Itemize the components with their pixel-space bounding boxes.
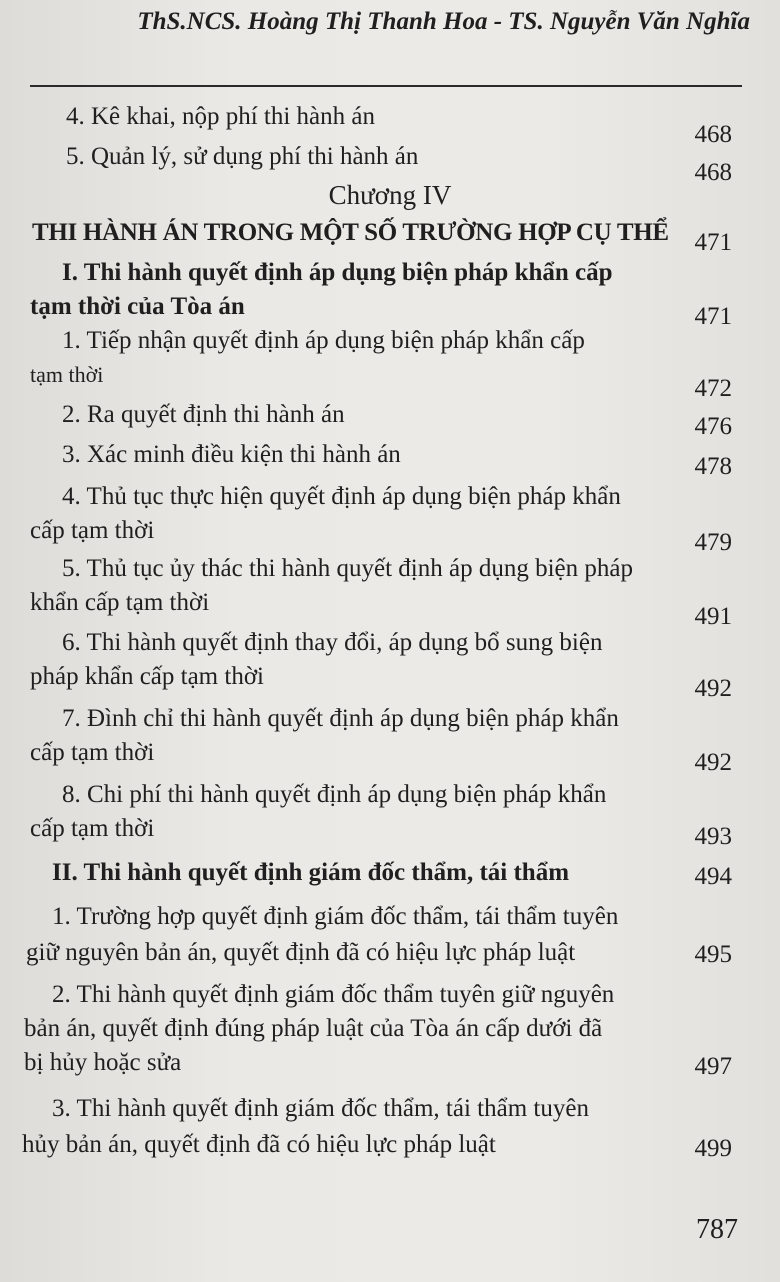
header-rule <box>30 85 742 87</box>
toc-entry-title-line3: bị hủy hoặc sửa <box>24 1049 182 1076</box>
toc-page-number: 476 <box>694 413 732 440</box>
chapter-label: Chương IV <box>328 180 452 210</box>
toc-entry-title-line2: pháp khẩn cấp tạm thời <box>30 663 264 690</box>
toc-page-number: 478 <box>694 453 732 480</box>
toc-page-number: 495 <box>694 941 732 968</box>
toc-page-number: 497 <box>694 1053 732 1080</box>
toc-page-number: 471 <box>694 229 732 256</box>
toc-entry-title-line1: 5. Thủ tục ủy thác thi hành quyết định áp dụng biện pháp <box>62 555 633 582</box>
toc-entry-title-line1: 3. Thi hành quyết định giám đốc thẩm, tái thẩm tuyên <box>52 1095 589 1122</box>
toc-entry-title: THI HÀNH ÁN TRONG MỘT SỐ TRƯỜNG HỢP CỤ THỂ <box>32 219 669 246</box>
toc-entry-title-line2: cấp tạm thời <box>30 739 155 766</box>
toc-page-number: 493 <box>694 823 732 850</box>
toc-entry-title-line2: cấp tạm thời <box>30 517 155 544</box>
toc-entry-title-line2: giữ nguyên bản án, quyết định đã có hiệu lực pháp luật <box>26 939 576 966</box>
toc-entry-title-line1: 1. Trường hợp quyết định giám đốc thẩm, tái thẩm tuyên <box>52 903 619 930</box>
toc-entry-title: 5. Quản lý, sử dụng phí thi hành án <box>66 143 419 170</box>
toc-entry-title-line2: bản án, quyết định đúng pháp luật của Tòa án cấp dưới đã <box>24 1015 603 1042</box>
toc-entry-title-line2: hủy bản án, quyết định đã có hiệu lực pháp luật <box>22 1131 496 1158</box>
toc-page-number: 471 <box>694 303 732 330</box>
toc-page-number: 468 <box>694 159 732 186</box>
toc-entry-title-line1: 6. Thi hành quyết định thay đổi, áp dụng bổ sung biện <box>62 629 603 656</box>
page-number: 787 <box>696 1214 738 1245</box>
toc-page-number: 472 <box>694 375 732 402</box>
toc-page-number: 468 <box>694 121 732 148</box>
toc-entry-title-line1: 4. Thủ tục thực hiện quyết định áp dụng biện pháp khẩn <box>62 483 621 510</box>
toc-page-number: 491 <box>694 603 732 630</box>
toc-entry-title-line2: khẩn cấp tạm thời <box>30 589 210 616</box>
toc-entry-title: 4. Kê khai, nộp phí thi hành án <box>66 103 375 130</box>
toc-entry-title-line1: 8. Chi phí thi hành quyết định áp dụng biện pháp khẩn <box>62 781 607 808</box>
toc-page-number: 494 <box>694 863 732 890</box>
toc-page-number: 492 <box>694 675 732 702</box>
toc-entry-title-line2: tạm thời <box>30 362 104 387</box>
toc-entry-title-line1: 2. Thi hành quyết định giám đốc thẩm tuyên giữ nguyên <box>52 981 615 1008</box>
toc-entry-title: 2. Ra quyết định thi hành án <box>62 401 345 428</box>
toc-entry-title-line1: 7. Đình chỉ thi hành quyết định áp dụng biện pháp khẩn <box>62 705 619 732</box>
toc-entry-title-line2: tạm thời của Tòa án <box>30 293 245 320</box>
toc-page-number: 479 <box>694 529 732 556</box>
toc-entry-title-line1: 1. Tiếp nhận quyết định áp dụng biện pháp khẩn cấp <box>62 327 585 354</box>
toc-page-number: 492 <box>694 749 732 776</box>
running-header: ThS.NCS. Hoàng Thị Thanh Hoa - TS. Nguyễn Văn Nghĩa <box>137 8 750 35</box>
toc-entry-title: 3. Xác minh điều kiện thi hành án <box>62 441 401 468</box>
toc-page-number: 499 <box>694 1135 732 1162</box>
toc-entry-title: II. Thi hành quyết định giám đốc thẩm, tái thẩm <box>52 859 570 886</box>
toc-entry-title-line1: I. Thi hành quyết định áp dụng biện pháp khẩn cấp <box>62 259 613 286</box>
toc-entry-title-line2: cấp tạm thời <box>30 815 155 842</box>
